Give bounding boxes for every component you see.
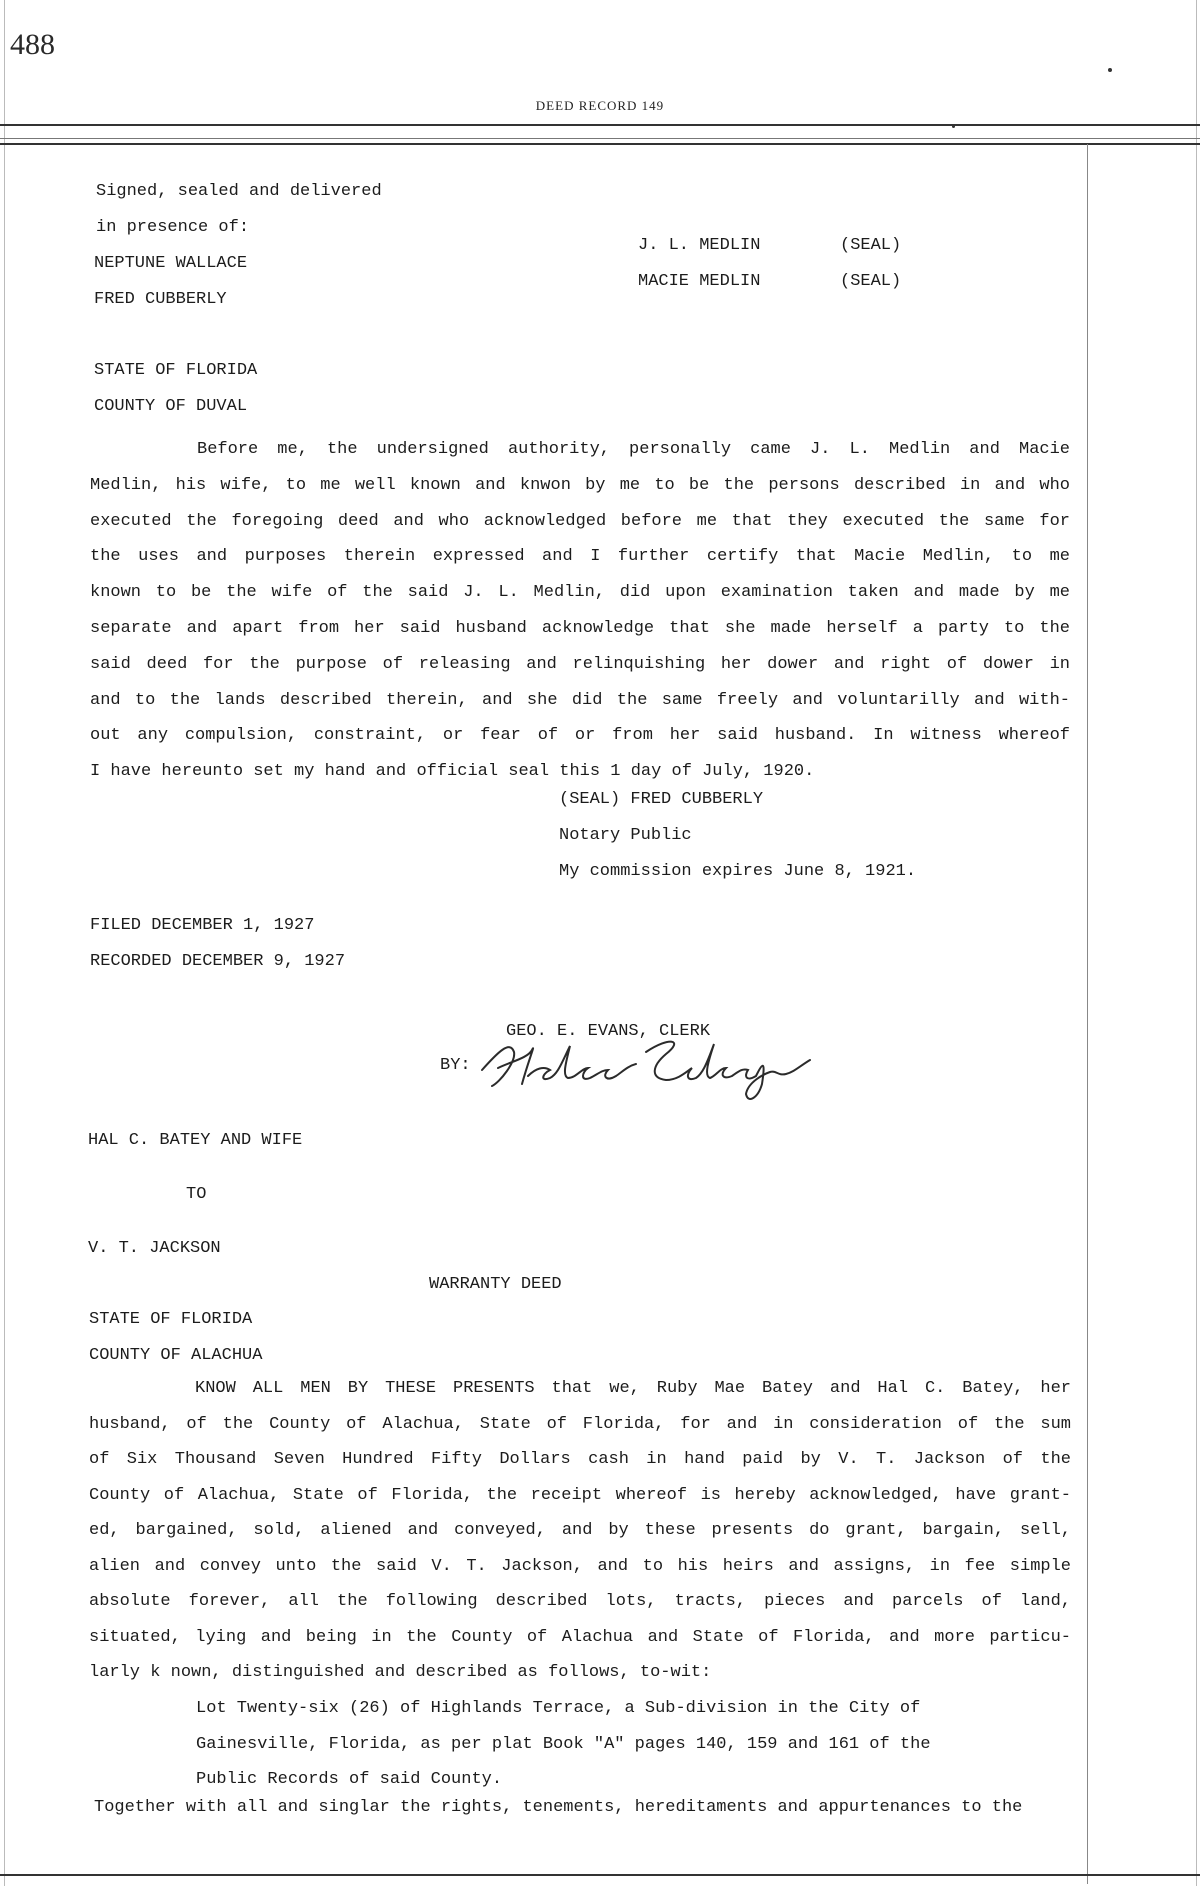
text-line: the uses and purposes therein expressed and I further certify that Macie Medlin, to me xyxy=(90,547,1070,567)
page-right-edge xyxy=(1196,0,1197,1886)
running-header: DEED RECORD 149 xyxy=(535,98,665,113)
notary-seal-name: (SEAL) FRED CUBBERLY xyxy=(559,790,764,809)
text-line: separate and apart from her said husband acknowledge that she made herself a party to the xyxy=(90,618,1070,638)
to-label: TO xyxy=(186,1185,207,1204)
notary-commission: My commission expires June 8, 1921. xyxy=(559,862,917,881)
lot-description xyxy=(196,1691,976,1798)
clerk-title: GEO. E. EVANS, CLERK xyxy=(506,1022,711,1041)
header-rule-lower xyxy=(0,143,1200,145)
text-line: of Six Thousand Seven Hundred Fifty Dollars cash in hand paid by V. T. Jackson of the xyxy=(89,1450,1071,1469)
text-line: out any compulsion, constraint, or fear of or from her said husband. In witness whereof xyxy=(90,726,1070,746)
grantor-signature-name: J. L. MEDLIN xyxy=(638,236,761,255)
text-line: Lot Twenty-six (26) of Highlands Terrace, a Sub-division in the City of xyxy=(196,1699,921,1718)
deed-text xyxy=(89,1371,1071,1691)
text-line: executed the foregoing deed and who acknowledged before me that they executed the same for xyxy=(90,511,1070,531)
text-line: situated, lying and being in the County of Alachua and State of Florida, and more particu- xyxy=(89,1627,1071,1647)
text-line: I have hereunto set my hand and official seal this 1 day of July, 1920. xyxy=(90,762,815,782)
text-line: County of Alachua, State of Florida, the receipt whereof is hereby acknowledged, have grant- xyxy=(89,1485,1071,1505)
deed-county: COUNTY OF ALACHUA xyxy=(89,1346,263,1365)
deed-state: STATE OF FLORIDA xyxy=(89,1310,253,1329)
header-rule-top xyxy=(0,124,1200,126)
by-label: BY: xyxy=(440,1056,471,1075)
witness-name-1: NEPTUNE WALLACE xyxy=(94,254,248,273)
grantor-seal: (SEAL) xyxy=(840,236,902,255)
grantor-seal: (SEAL) xyxy=(840,272,902,291)
footer-rule xyxy=(0,1874,1200,1876)
acknowledgment-text xyxy=(90,432,1070,790)
right-margin-line xyxy=(1087,144,1088,1884)
ack-county: COUNTY OF DUVAL xyxy=(94,397,248,416)
text-line: larly k nown, distinguished and described as follows, to-wit: xyxy=(89,1663,712,1682)
paper-speck xyxy=(952,125,955,128)
text-line: said deed for the purpose of releasing and relinquishing her dower and right of dower in xyxy=(90,654,1070,674)
closing-line: Together with all and singlar the rights, tenements, hereditaments and appurtenances to the xyxy=(94,1798,1023,1817)
page-left-edge xyxy=(4,0,5,1886)
text-line: and to the lands described therein, and she did the same freely and voluntarilly and with- xyxy=(90,690,1070,710)
witness-line-2: in presence of: xyxy=(96,218,250,237)
ack-state: STATE OF FLORIDA xyxy=(94,361,258,380)
clerk-signature xyxy=(470,1022,830,1107)
deed-title: WARRANTY DEED xyxy=(429,1275,562,1294)
grantee-party: V. T. JACKSON xyxy=(88,1239,221,1258)
text-line: Public Records of said County. xyxy=(196,1770,503,1789)
page-number: 488 xyxy=(10,28,55,61)
text-line: Before me, the undersigned authority, personally came J. L. Medlin and Macie xyxy=(197,440,1070,459)
text-line: husband, of the County of Alachua, State of Florida, for and in consideration of the sum xyxy=(89,1414,1071,1434)
notary-title: Notary Public xyxy=(559,826,692,845)
witness-line-1: Signed, sealed and delivered xyxy=(96,182,382,201)
header-rule-upper xyxy=(0,138,1200,139)
text-line: Medlin, his wife, to me well known and knwon by me to be the persons described in and who xyxy=(90,475,1070,495)
paper-speck xyxy=(1108,68,1112,72)
text-line: known to be the wife of the said J. L. Medlin, did upon examination taken and made by me xyxy=(90,583,1070,603)
recorded-date: RECORDED DECEMBER 9, 1927 xyxy=(90,952,346,971)
filed-date: FILED DECEMBER 1, 1927 xyxy=(90,916,315,935)
text-line: ed, bargained, sold, aliened and conveyed, and by these presents do grant, bargain, sell, xyxy=(89,1521,1071,1540)
text-line: KNOW ALL MEN BY THESE PRESENTS that we, Ruby Mae Batey and Hal C. Batey, her xyxy=(195,1379,1071,1398)
grantor-party: HAL C. BATEY AND WIFE xyxy=(88,1131,303,1150)
text-line: absolute forever, all the following described lots, tracts, pieces and parcels of land, xyxy=(89,1592,1071,1611)
text-line: Gainesville, Florida, as per plat Book "A" pages 140, 159 and 161 of the xyxy=(196,1734,931,1754)
grantor-signature-name: MACIE MEDLIN xyxy=(638,272,761,291)
text-line: alien and convey unto the said V. T. Jackson, and to his heirs and assigns, in fee simple xyxy=(89,1556,1071,1576)
witness-name-2: FRED CUBBERLY xyxy=(94,290,227,309)
